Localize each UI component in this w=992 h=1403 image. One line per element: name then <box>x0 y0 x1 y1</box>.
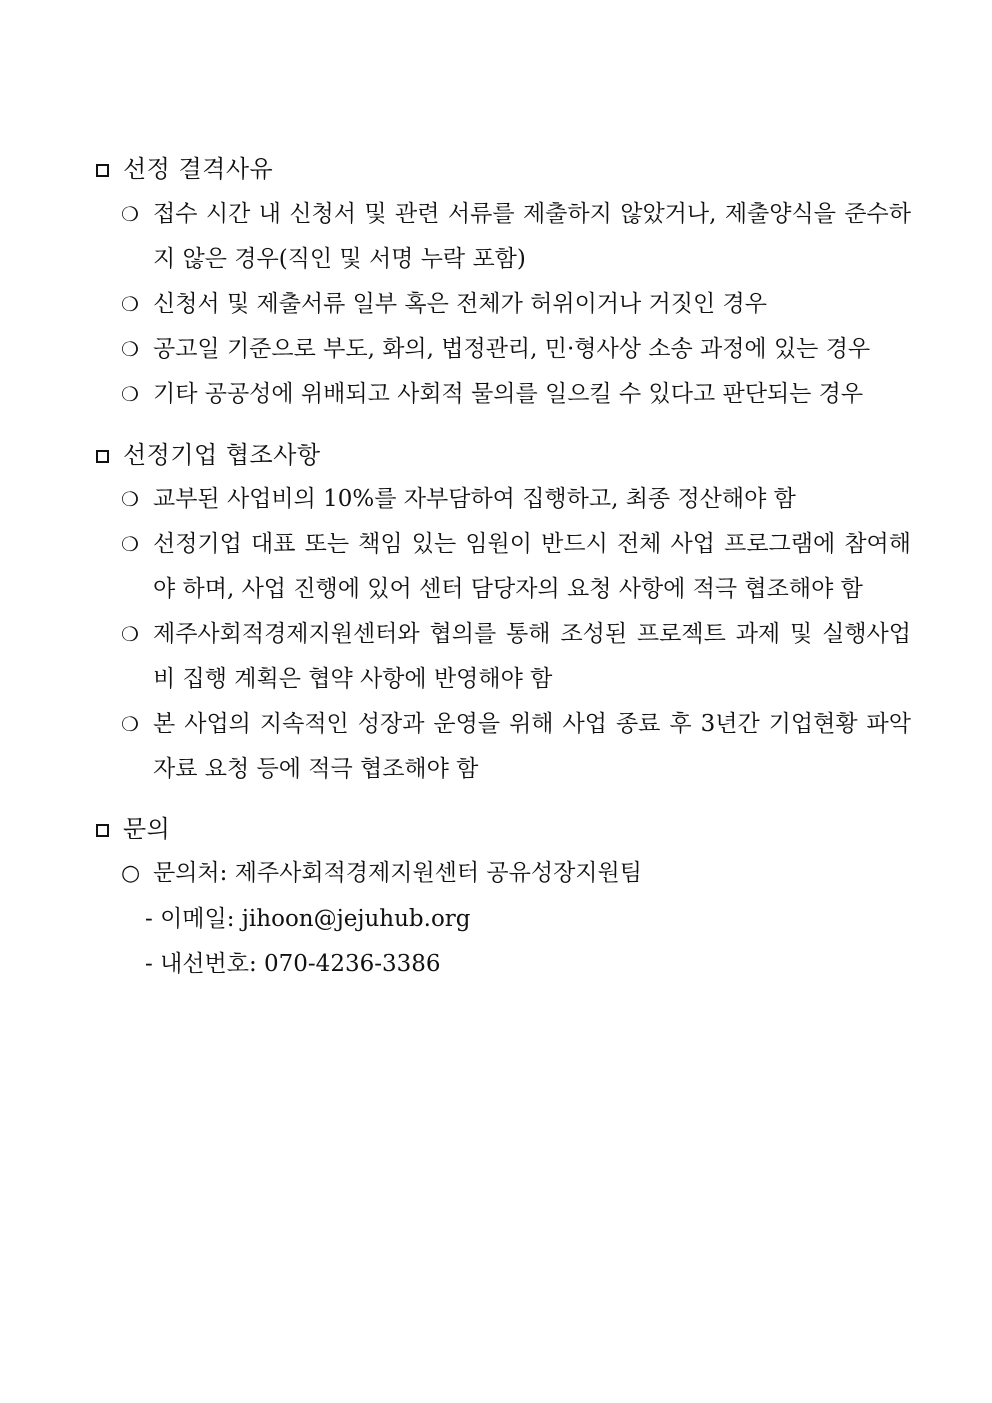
section-heading-inquiry <box>96 814 170 844</box>
section-heading-label: 선정 결격사유 <box>123 155 274 183</box>
list-item-text: 제주사회적경제지원센터와 협의를 통해 조성된 프로젝트 과제 및 실행사업비 집행 계획은 협약 사항에 반영해야 함 <box>153 621 911 692</box>
list-item-text: 신청서 및 제출서류 일부 혹은 전체가 허위이거나 거짓인 경우 <box>153 291 767 317</box>
checkbox-square-icon <box>96 450 109 463</box>
list-item <box>121 702 911 792</box>
circle-bullet-icon: ❍ <box>121 532 139 556</box>
list-item <box>121 327 911 372</box>
circle-bullet-icon: ❍ <box>121 712 139 736</box>
list-item <box>121 282 911 327</box>
contact-email: - 이메일: jihoon@jejuhub.org <box>145 906 471 932</box>
list-item-text: 본 사업의 지속적인 성장과 운영을 위해 사업 종료 후 3년간 기업현황 파악자료 요청 등에 적극 협조해야 함 <box>153 711 911 782</box>
list-item <box>121 612 911 702</box>
list-item-text: 기타 공공성에 위배되고 사회적 물의를 일으킬 수 있다고 판단되는 경우 <box>153 381 864 407</box>
section-heading-label: 문의 <box>123 815 171 843</box>
list-item <box>121 372 911 417</box>
section-heading-cooperation <box>96 440 321 470</box>
circle-bullet-icon: ❍ <box>121 382 139 406</box>
contact-main-text: 문의처: 제주사회적경제지원센터 공유성장지원팀 <box>153 860 642 886</box>
list-item-text: 공고일 기준으로 부도, 화의, 법정관리, 민·형사상 소송 과정에 있는 경우 <box>153 336 871 362</box>
circle-bullet-icon: ❍ <box>121 292 139 316</box>
list-item <box>121 192 911 282</box>
section-heading-disqualification <box>96 154 273 184</box>
open-circle-bullet-icon: ○ <box>121 861 141 886</box>
list-item-text: 선정기업 대표 또는 책임 있는 임원이 반드시 전체 사업 프로그램에 참여해야 하며, 사업 진행에 있어 센터 담당자의 요청 사항에 적극 협조해야 함 <box>153 531 911 602</box>
circle-bullet-icon: ❍ <box>121 202 139 226</box>
checkbox-square-icon <box>96 164 109 177</box>
contact-item <box>121 851 911 896</box>
circle-bullet-icon: ❍ <box>121 487 139 511</box>
checkbox-square-icon <box>96 824 109 837</box>
list-item-text: 접수 시간 내 신청서 및 관련 서류를 제출하지 않았거나, 제출양식을 준수하지 않은 경우(직인 및 서명 누락 포함) <box>153 201 911 272</box>
list-item-text: 교부된 사업비의 10%를 자부담하여 집행하고, 최종 정산해야 함 <box>153 486 796 512</box>
contact-phone: - 내선번호: 070-4236-3386 <box>145 951 441 977</box>
circle-bullet-icon: ❍ <box>121 622 139 646</box>
circle-bullet-icon: ❍ <box>121 337 139 361</box>
list-item <box>121 477 911 522</box>
section-heading-label: 선정기업 협조사항 <box>123 441 321 469</box>
list-item <box>121 522 911 612</box>
